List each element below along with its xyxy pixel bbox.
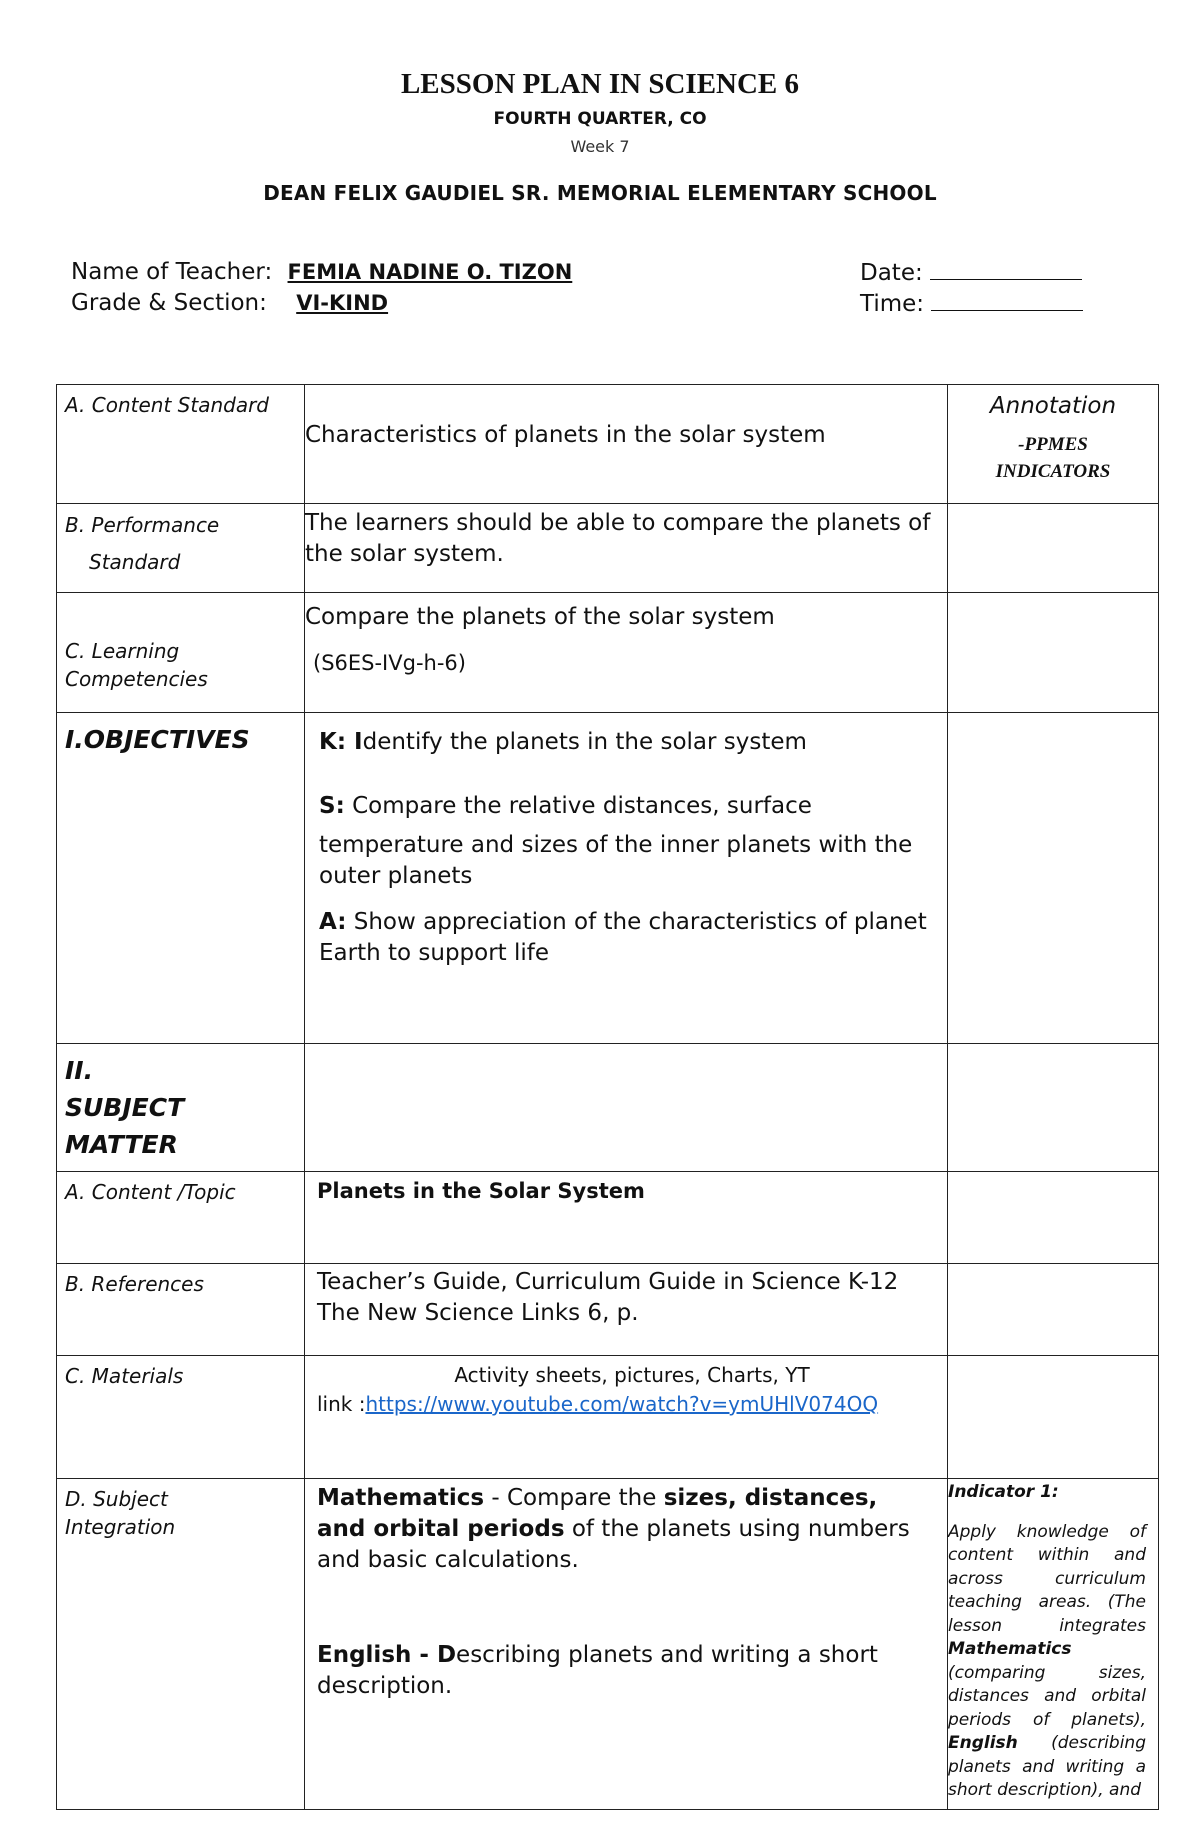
performance-standard-text: The learners should be able to compare the planets of the solar system. bbox=[305, 510, 931, 567]
youtube-link[interactable]: https://www.youtube.com/watch?v=ymUHlV074OQ bbox=[365, 1392, 879, 1416]
objective-attitude bbox=[319, 892, 933, 969]
materials-link-prefix: link : bbox=[317, 1392, 366, 1416]
indicator-title: Indicator 1: bbox=[948, 1482, 1059, 1502]
performance-label-line2: Standard bbox=[89, 550, 181, 574]
annotation-subtitle-line2: INDICATORS bbox=[995, 461, 1111, 482]
row-topic bbox=[57, 1172, 1159, 1264]
grade-value: VI-KIND bbox=[296, 291, 389, 315]
school-name: DEAN FELIX GAUDIEL SR. MEMORIAL ELEMENTARY SCHOOL bbox=[263, 181, 937, 205]
topic-label: A. Content /Topic bbox=[65, 1180, 236, 1204]
annotation-header bbox=[948, 385, 1158, 485]
math-text1: - Compare the bbox=[484, 1485, 664, 1511]
topic-text: Planets in the Solar System bbox=[317, 1179, 645, 1203]
row-content-standard bbox=[57, 385, 1159, 504]
competency-code: (S6ES-IVg-h-6) bbox=[313, 651, 466, 675]
english-text: escribing planets and writing a short description. bbox=[317, 1642, 878, 1699]
indicator-1 bbox=[948, 1479, 1158, 1803]
english-label: English - D bbox=[317, 1642, 457, 1668]
materials-line2 bbox=[317, 1390, 947, 1418]
materials-label: C. Materials bbox=[65, 1364, 184, 1388]
indicator-text1: Apply knowledge of content within and across curriculum teaching areas. (The lesson integrates bbox=[948, 1521, 1146, 1636]
objective-skill-cont: temperature and sizes of the inner planets with the outer planets bbox=[319, 832, 913, 889]
quarter-label: FOURTH QUARTER, CO bbox=[493, 109, 707, 129]
indicator-text3: (describing planets and writing a short description), and bbox=[948, 1733, 1146, 1800]
time-label: Time: bbox=[860, 291, 925, 317]
teacher-name: FEMIA NADINE O. TIZON bbox=[287, 260, 573, 284]
teacher-line bbox=[71, 259, 574, 285]
references-label: B. References bbox=[65, 1272, 204, 1296]
grade-line bbox=[71, 290, 574, 316]
performance-label-line1: B. Performance bbox=[65, 513, 220, 537]
performance-standard-label bbox=[57, 504, 304, 590]
objective-skill bbox=[319, 758, 933, 822]
math-bold2: sizes, distances, and orbital periods bbox=[317, 1485, 878, 1542]
indicator-english: English bbox=[948, 1733, 1018, 1753]
row-performance-standard bbox=[57, 504, 1159, 593]
row-objectives bbox=[57, 713, 1159, 1044]
week-label: Week 7 bbox=[570, 137, 630, 156]
integration-label: D. Subject Integration bbox=[65, 1487, 176, 1539]
objective-a-text: Show appreciation of the characteristics of planet Earth to support life bbox=[319, 909, 927, 966]
objective-s-text: Compare the relative distances, surface bbox=[352, 793, 812, 819]
indicator-body bbox=[948, 1521, 1146, 1803]
indicator-math: Mathematics bbox=[948, 1639, 1072, 1659]
materials-line1: Activity sheets, pictures, Charts, YT bbox=[454, 1363, 810, 1387]
row-references bbox=[57, 1264, 1159, 1356]
objective-k-text: dentify the planets in the solar system bbox=[362, 729, 807, 755]
teacher-label: Name of Teacher: bbox=[71, 259, 273, 285]
objective-k-prefix: K: I bbox=[319, 729, 363, 755]
annotation-title: Annotation bbox=[989, 393, 1117, 419]
integration-english bbox=[317, 1576, 929, 1702]
objectives-label: I.OBJECTIVES bbox=[65, 725, 250, 754]
row-integration bbox=[57, 1479, 1159, 1810]
lesson-plan-table bbox=[56, 384, 1159, 1810]
references-line2: The New Science Links 6, p. bbox=[317, 1300, 639, 1326]
row-materials bbox=[57, 1356, 1159, 1479]
math-text2: of the planets using numbers and basic calculations. bbox=[317, 1516, 910, 1573]
annotation-subtitle bbox=[948, 431, 1158, 485]
page-title: LESSON PLAN IN SCIENCE 6 bbox=[400, 68, 800, 100]
references-line1: Teacher’s Guide, Curriculum Guide in Science K-12 bbox=[317, 1269, 899, 1295]
objective-knowledge bbox=[319, 713, 933, 758]
learning-competencies-label: C. Learning Competencies bbox=[65, 639, 208, 691]
annotation-subtitle-line1: -PPMES bbox=[1018, 434, 1088, 455]
grade-label: Grade & Section: bbox=[71, 290, 267, 316]
date-field[interactable] bbox=[930, 259, 1082, 280]
row-subject-matter bbox=[57, 1044, 1159, 1172]
content-standard-label: A. Content Standard bbox=[65, 393, 270, 417]
date-line bbox=[860, 259, 1082, 286]
learning-competencies-text: Compare the planets of the solar system bbox=[305, 604, 775, 630]
math-label: Mathematics bbox=[317, 1485, 485, 1511]
time-line bbox=[860, 290, 1083, 317]
subject-matter-label: II. SUBJECT MATTER bbox=[65, 1056, 185, 1159]
time-field[interactable] bbox=[931, 290, 1083, 311]
content-standard-text: Characteristics of planets in the solar system bbox=[305, 422, 826, 448]
indicator-text2: (comparing sizes, distances and orbital periods of planets), bbox=[948, 1662, 1146, 1730]
date-label: Date: bbox=[860, 260, 923, 286]
row-learning-competencies bbox=[57, 593, 1159, 713]
objective-s-prefix: S: bbox=[319, 793, 345, 819]
objective-a-prefix: A: bbox=[319, 909, 347, 935]
integration-math bbox=[317, 1479, 929, 1576]
